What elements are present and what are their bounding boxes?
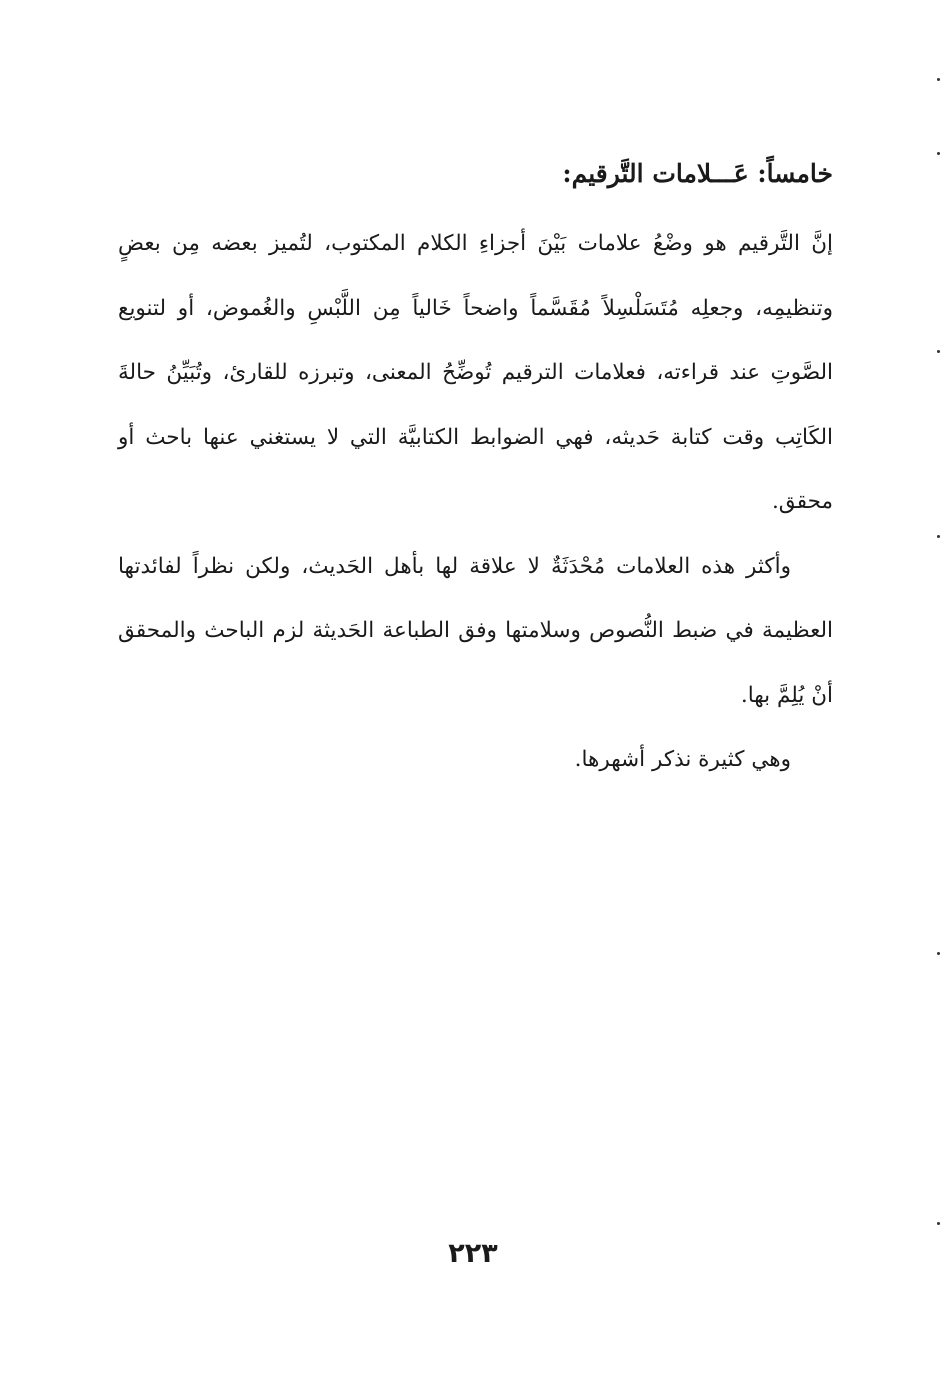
- scan-speck: [937, 350, 940, 353]
- scan-speck: [937, 152, 940, 155]
- scan-speck: [937, 1222, 940, 1225]
- section-heading: خامساً: عَـــلامات التَّرقيم:: [562, 159, 833, 188]
- paragraph-list-intro: وهي كثيرة نذكر أشهرها.: [574, 747, 791, 772]
- scan-speck: [937, 78, 940, 81]
- scan-speck: [937, 952, 940, 955]
- page-number: ٢٢٣: [448, 1238, 498, 1269]
- scan-speck: [937, 535, 940, 538]
- paragraph-definition: إنَّ التَّرقيم هو وضْعُ علامات بَيْنَ أجزاءِ الكلام المكتوب، لتُميز بعضه مِن بعضٍ وتنظيمِه، وجعلِه مُتَسَلْسِلاً مُقَسَّماً واضحاً خَالياً مِن اللَّبْسِ والغُموض، أو لتنويع الصَّوتِ عند قراءته، فعلامات الترقيم تُوضِّحُ المعنى، وتبرزه للقارئ، وتُبَيِّنُ حالةَ الكَاتِب وقت كتابة حَديثه، فهي الضوابط الكتابيَّة التي لا يستغني عنها باحث أو محقق.: [118, 231, 833, 514]
- paragraph-modern-marks: وأكثر هذه العلامات مُحْدَثَةٌ لا علاقة لها بأهل الحَديث، ولكن نظراً لفائدتها العظيمة في ضبط النُّصوص وسلامتها وفق الطباعة الحَديثة لزم الباحث والمحقق أنْ يُلِمَّ بها.: [118, 553, 833, 708]
- page-body: [118, 150, 833, 793]
